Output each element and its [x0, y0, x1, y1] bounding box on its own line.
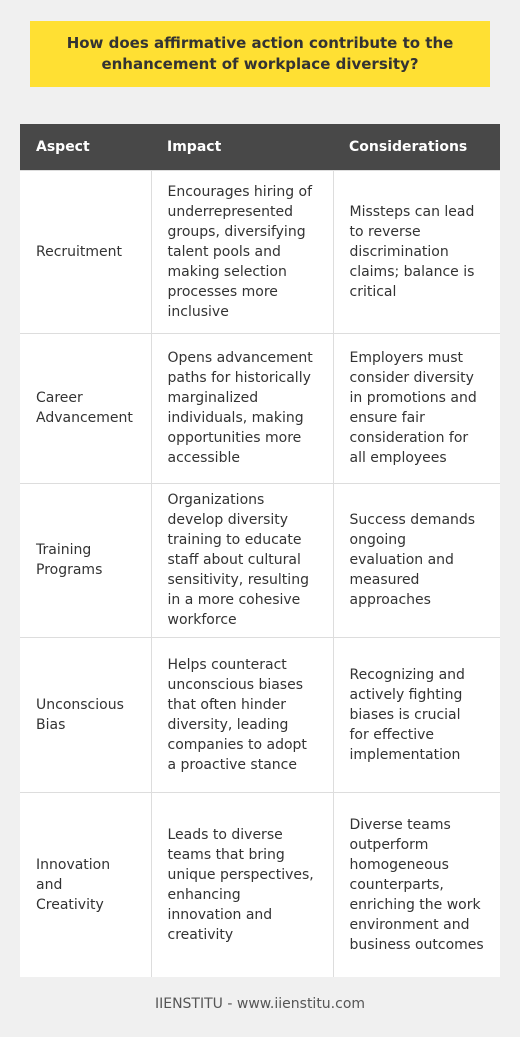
comparison-table — [20, 124, 500, 977]
aspect-cell: Recruitment — [20, 170, 151, 333]
impact-cell: Helps counteract unconscious biases that often hinder diversity, leading companies to adopt a proactive stance — [151, 637, 333, 792]
column-header-considerations: Considerations — [333, 124, 500, 170]
impact-cell: Leads to diverse teams that bring unique perspectives, enhancing innovation and creativity — [151, 792, 333, 977]
considerations-cell: Employers must consider diversity in promotions and ensure fair consideration for all employees — [333, 333, 500, 483]
considerations-cell: Missteps can lead to reverse discrimination claims; balance is critical — [333, 170, 500, 333]
considerations-cell: Recognizing and actively fighting biases is crucial for effective implementation — [333, 637, 500, 792]
table-row — [20, 483, 500, 637]
column-header-impact: Impact — [151, 124, 333, 170]
title-banner — [30, 21, 490, 87]
aspect-cell: Training Programs — [20, 483, 151, 637]
aspect-cell: Unconscious Bias — [20, 637, 151, 792]
considerations-cell: Success demands ongoing evaluation and measured approaches — [333, 483, 500, 637]
column-header-aspect: Aspect — [20, 124, 151, 170]
table-row — [20, 637, 500, 792]
considerations-cell: Diverse teams outperform homogeneous counterparts, enriching the work environment and business outcomes — [333, 792, 500, 977]
table-row — [20, 333, 500, 483]
page-title: How does affirmative action contribute to the enhancement of workplace diversity? — [66, 34, 454, 73]
aspect-cell: Innovation and Creativity — [20, 792, 151, 977]
impact-cell: Opens advancement paths for historically marginalized individuals, making opportunities more accessible — [151, 333, 333, 483]
impact-cell: Encourages hiring of underrepresented groups, diversifying talent pools and making selection processes more inclusive — [151, 170, 333, 333]
table-row — [20, 792, 500, 977]
footer-credit: IIENSTITU - www.iienstitu.com — [154, 996, 366, 1012]
aspect-cell: Career Advancement — [20, 333, 151, 483]
table-row — [20, 170, 500, 333]
impact-cell: Organizations develop diversity training to educate staff about cultural sensitivity, resulting in a more cohesive workforce — [151, 483, 333, 637]
table-header-row — [20, 124, 500, 170]
